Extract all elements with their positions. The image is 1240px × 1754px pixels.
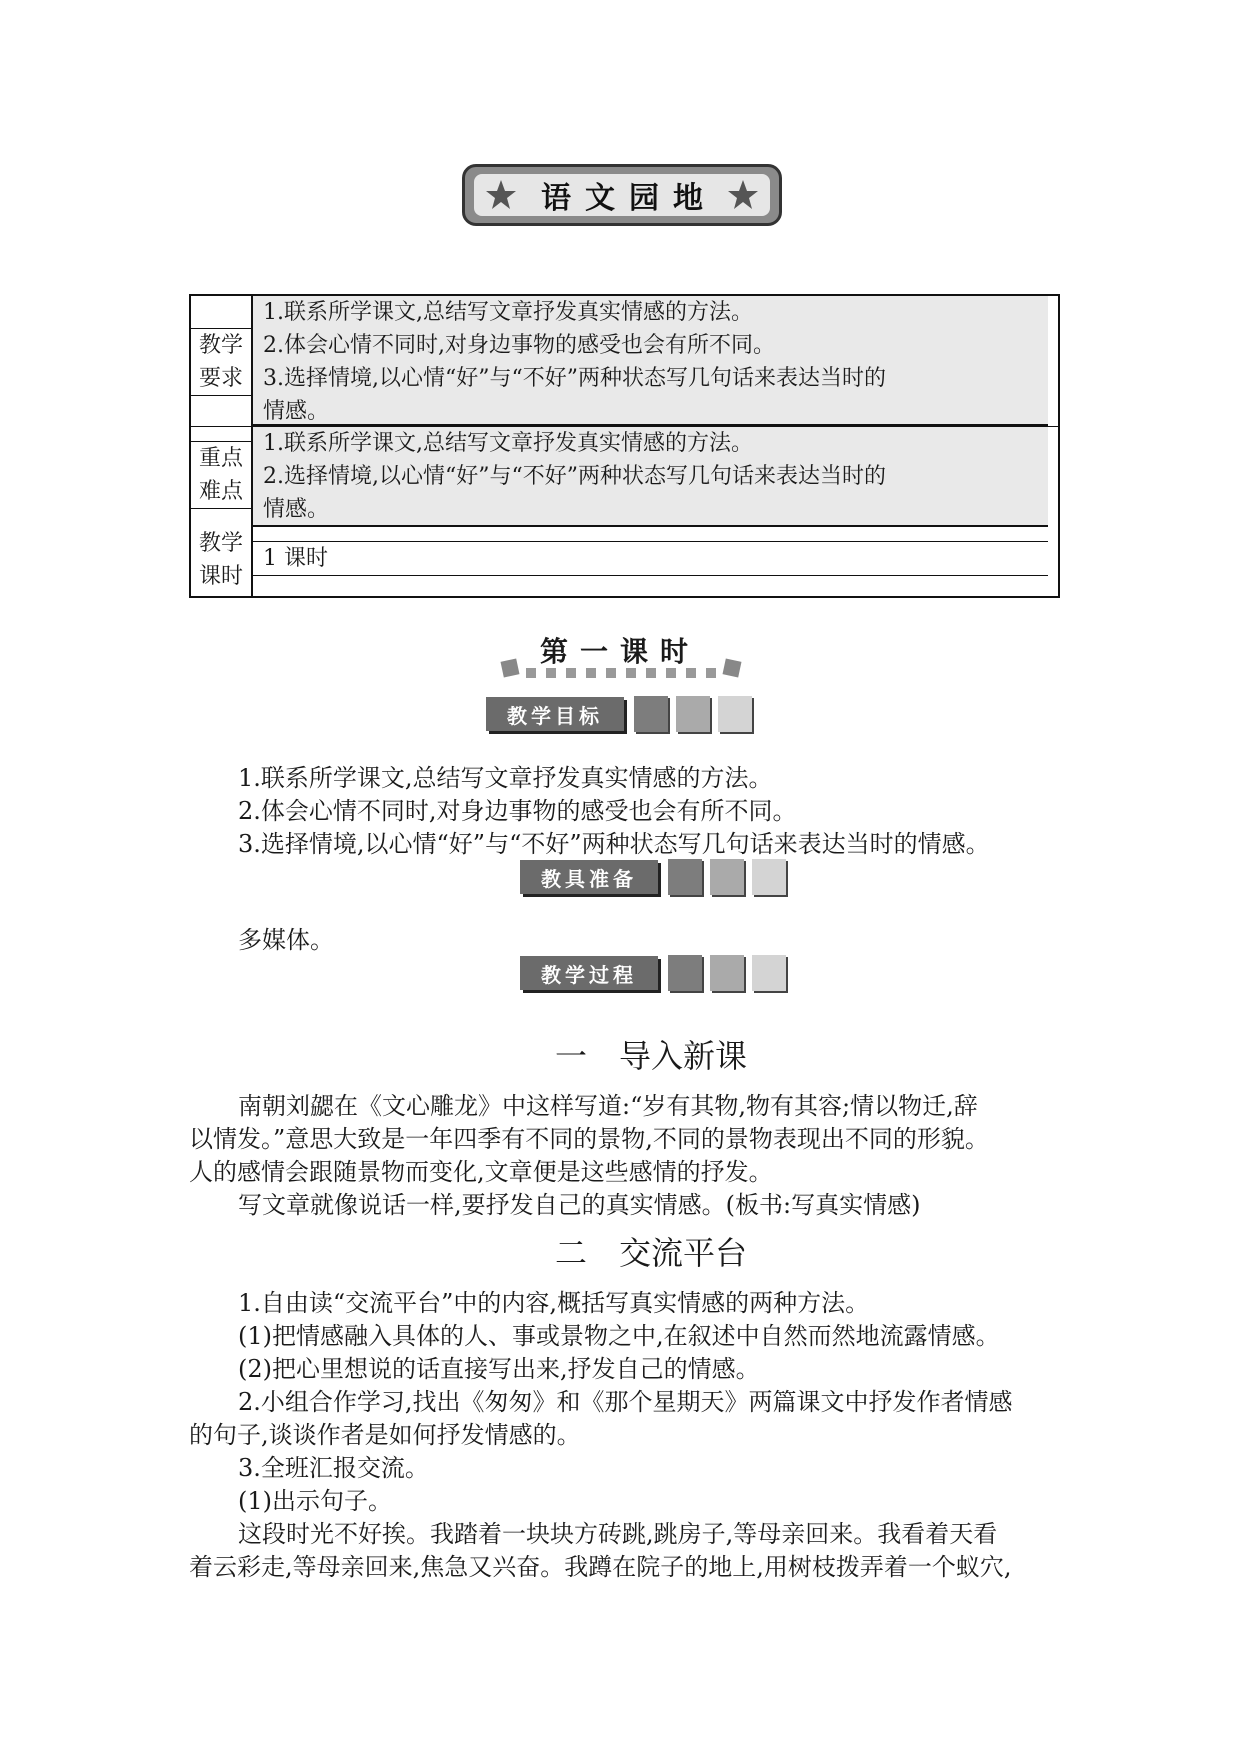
part2-heading: 二 交流平台 — [555, 1234, 748, 1272]
tag-square — [752, 955, 786, 991]
label-line: 要求 — [198, 366, 243, 391]
lesson-title: 第一课时 — [540, 635, 701, 668]
tag-square — [668, 955, 702, 991]
tag-square — [718, 696, 752, 732]
banner-inner — [474, 174, 770, 216]
part2-line: (2)把心里想说的话直接写出来,抒发自己的情感。 — [238, 1355, 760, 1383]
part2-line: 着云彩走,等母亲回来,焦急又兴奋。我蹲在院子的地上,用树枝拨弄着一个蚁穴, — [189, 1553, 1012, 1581]
section-tag-goals: 教学目标 — [486, 697, 624, 731]
content-line: 3.选择情境,以心情“好”与“不好”两种状态写几句话来表达当时的 — [263, 366, 886, 391]
content-line: 1 课时 — [263, 546, 328, 571]
part2-line: (1)出示句子。 — [238, 1487, 392, 1515]
content-line: 情感。 — [263, 497, 330, 522]
tag-square — [710, 955, 744, 991]
content-line: 1.联系所学课文,总结写文章抒发真实情感的方法。 — [263, 300, 753, 325]
part1-heading: 一 导入新课 — [555, 1037, 748, 1075]
star-icon — [726, 178, 760, 212]
row-label — [191, 328, 251, 396]
content-line: 1.联系所学课文,总结写文章抒发真实情感的方法。 — [263, 431, 753, 456]
tag-square — [634, 696, 668, 732]
star-icon — [484, 178, 518, 212]
part2-line: (1)把情感融入具体的人、事或景物之中,在叙述中自然而然地流露情感。 — [238, 1322, 1000, 1350]
row-content — [253, 527, 1048, 596]
tag-square — [752, 859, 786, 895]
section-tag-process: 教学过程 — [520, 956, 658, 990]
row-content — [253, 427, 1048, 527]
section-tag-prep: 教具准备 — [520, 860, 658, 894]
part2-line: 3.全班汇报交流。 — [238, 1454, 429, 1482]
row-content — [253, 296, 1048, 426]
table-row — [191, 527, 1058, 596]
goal-item: 1.联系所学课文,总结写文章抒发真实情感的方法。 — [238, 764, 773, 792]
part1-line: 写文章就像说话一样,要抒发自己的真实情感。(板书:写真实情感) — [238, 1191, 921, 1219]
row-label — [191, 527, 251, 593]
tag-square — [668, 859, 702, 895]
row-label-cell — [191, 527, 253, 596]
lesson-info-table — [189, 294, 1060, 598]
tag-square — [676, 696, 710, 732]
label-line: 难点 — [198, 479, 243, 504]
banner-title: 语文园地 — [541, 181, 717, 216]
goal-item: 3.选择情境,以心情“好”与“不好”两种状态写几句话来表达当时的情感。 — [238, 830, 990, 858]
tag-square — [710, 859, 744, 895]
content-line: 2.体会心情不同时,对身边事物的感受也会有所不同。 — [263, 333, 775, 358]
label-line: 重点 — [198, 446, 243, 471]
part2-line: 这段时光不好挨。我踏着一块块方砖跳,跳房子,等母亲回来。我看着天看 — [238, 1520, 998, 1548]
row-label-cell — [191, 296, 253, 426]
lesson-title-underline-icon — [498, 656, 746, 686]
content-line: 2.选择情境,以心情“好”与“不好”两种状态写几句话来表达当时的 — [263, 464, 886, 489]
prep-text: 多媒体。 — [238, 926, 334, 954]
row-label — [191, 441, 251, 509]
row-label-cell — [191, 427, 253, 527]
part1-line: 以情发。”意思大致是一年四季有不同的景物,不同的景物表现出不同的形貌。 — [189, 1125, 989, 1153]
part2-line: 1.自由读“交流平台”中的内容,概括写真实情感的两种方法。 — [238, 1289, 870, 1317]
part1-line: 南朝刘勰在《文心雕龙》中这样写道:“岁有其物,物有其容;情以物迁,辞 — [238, 1092, 978, 1120]
label-line: 教学 — [198, 531, 243, 556]
table-row — [191, 296, 1058, 426]
content-line: 情感。 — [263, 399, 330, 424]
label-line: 课时 — [198, 564, 243, 589]
part1-line: 人的感情会跟随景物而变化,文章便是这些感情的抒发。 — [189, 1158, 773, 1186]
label-line: 教学 — [198, 333, 243, 358]
part2-line: 的句子,谈谈作者是如何抒发情感的。 — [189, 1421, 581, 1449]
period-box — [253, 541, 1048, 576]
part2-line: 2.小组合作学习,找出《匆匆》和《那个星期天》两篇课文中抒发作者情感 — [238, 1388, 1013, 1416]
table-row — [191, 426, 1058, 527]
section-banner — [462, 164, 782, 226]
goal-item: 2.体会心情不同时,对身边事物的感受也会有所不同。 — [238, 797, 797, 825]
